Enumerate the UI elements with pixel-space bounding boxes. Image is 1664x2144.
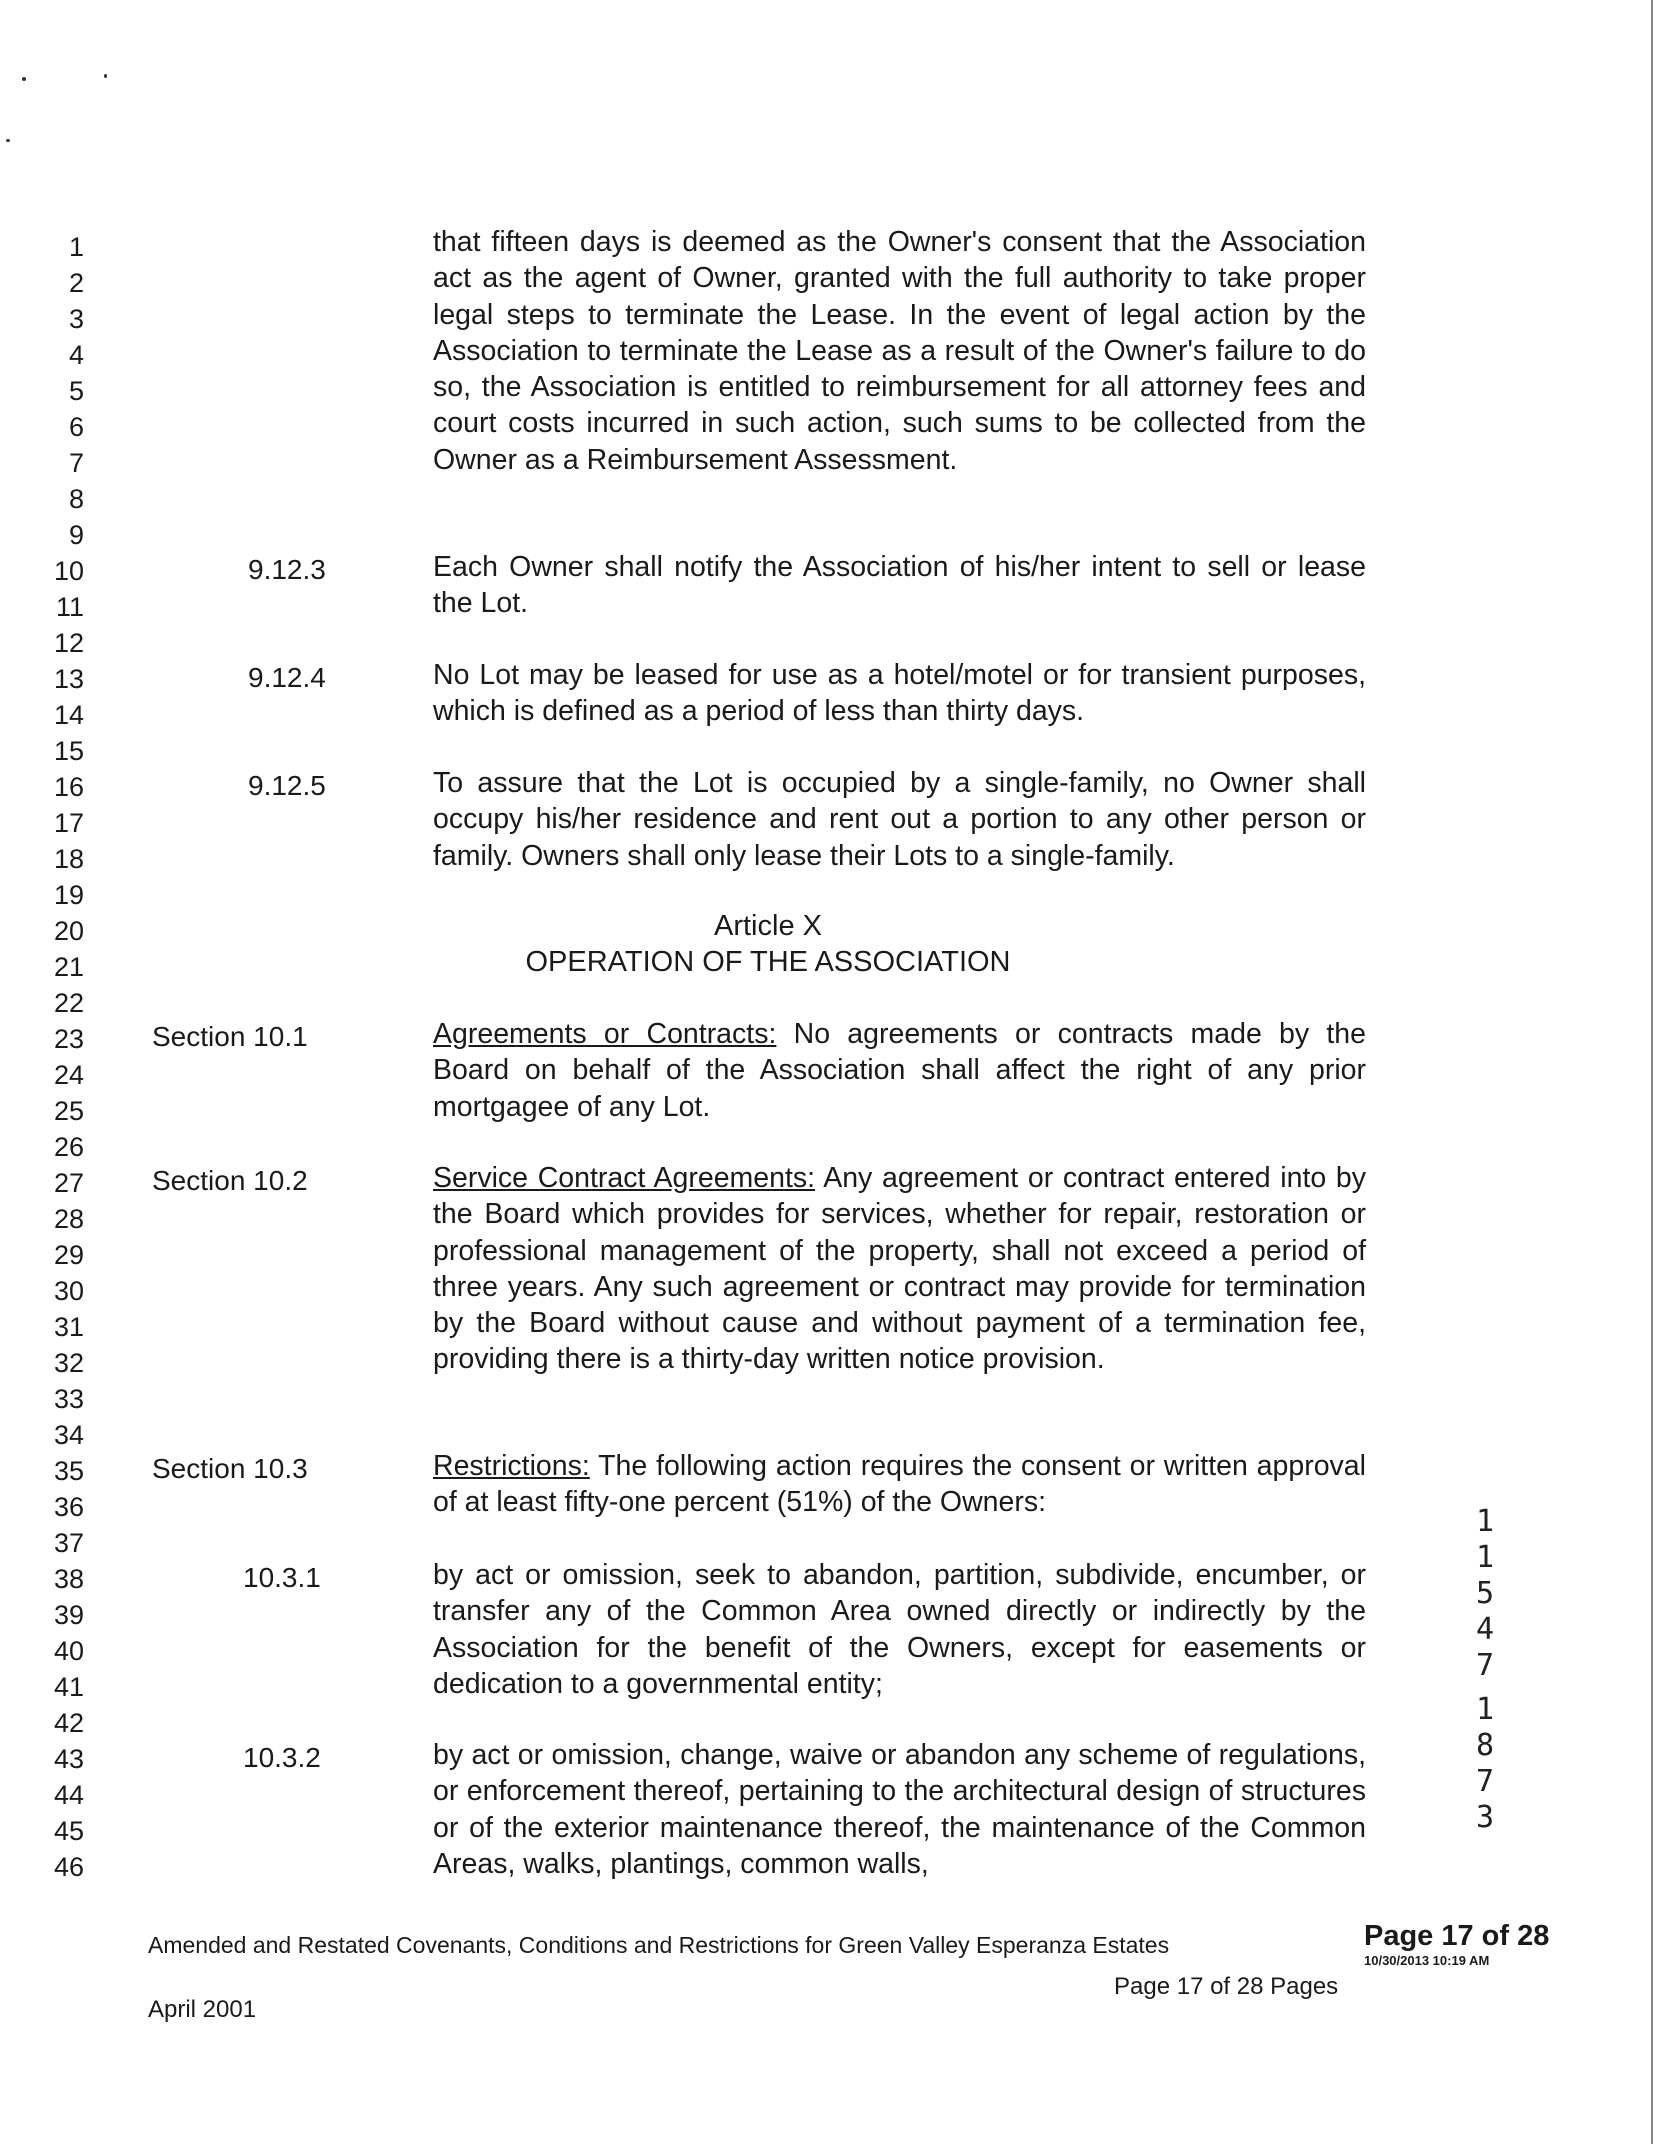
line-number: 6	[68, 412, 84, 442]
article-subtitle: OPERATION OF THE ASSOCIATION	[525, 946, 1011, 978]
line-number: 31	[53, 1312, 84, 1342]
line-number: 10	[53, 556, 84, 586]
line-number: 4	[68, 340, 84, 370]
article-title: Article X	[714, 910, 822, 942]
stamp-digit: 8	[1475, 1728, 1495, 1763]
stamp-digit: 1	[1475, 1540, 1495, 1575]
line-number: 39	[53, 1600, 84, 1630]
clause-number: 9.12.4	[248, 662, 326, 693]
stamp-digit: 7	[1475, 1648, 1495, 1683]
line-number: 26	[53, 1132, 84, 1162]
section-heading: Restrictions:	[433, 1450, 590, 1482]
line-number: 1	[68, 232, 84, 262]
line-number: 33	[53, 1384, 84, 1414]
line-number: 38	[53, 1564, 84, 1594]
line-number: 18	[53, 844, 84, 874]
line-number: 7	[68, 448, 84, 478]
scan-speck	[22, 77, 26, 81]
line-number: 11	[55, 592, 84, 622]
footer-page-count: Page 17 of 28 Pages	[1114, 1973, 1339, 2000]
clause-number: 10.3.2	[243, 1742, 321, 1773]
section-heading: Agreements or Contracts:	[433, 1018, 777, 1050]
line-number: 8	[68, 484, 84, 514]
stamp-digit: 3	[1475, 1800, 1495, 1835]
line-number: 34	[53, 1420, 84, 1450]
section-text	[433, 1448, 1366, 1521]
section-heading: Service Contract Agreements:	[433, 1162, 816, 1194]
page-stamp-timestamp: 10/30/2013 10:19 AM	[1364, 1953, 1490, 1968]
line-number: 36	[53, 1492, 84, 1522]
line-number: 14	[53, 700, 84, 730]
line-number: 12	[53, 628, 84, 658]
line-number: 43	[53, 1744, 84, 1774]
right-scan-edge	[1651, 0, 1653, 2144]
clause-text: To assure that the Lot is occupied by a single-family, no Owner shall occupy his/her residence and rent out a portion to any other person or family. Owners shall only lease their Lots to a single-family.	[433, 767, 1366, 872]
line-number: 13	[53, 664, 84, 694]
section-body: No agreements or contracts made by the Board on behalf of the Association shall affect the right of any prior mortgagee of any Lot.	[433, 1018, 1367, 1123]
section-number: Section 10.1	[152, 1021, 308, 1052]
section-body: The following action requires the consent or written approval of at least fifty-one percent (51%) of the Owners:	[433, 1450, 1366, 1519]
line-number: 27	[53, 1168, 84, 1198]
stamp-digit: 4	[1475, 1612, 1495, 1647]
line-number: 42	[53, 1708, 84, 1738]
scan-speck	[6, 139, 10, 142]
stamp-digit: 1	[1475, 1504, 1495, 1539]
stamp-digit: 5	[1475, 1576, 1495, 1611]
line-number: 32	[53, 1348, 84, 1378]
scan-speck	[104, 74, 107, 78]
line-number: 3	[68, 304, 84, 334]
line-number: 23	[53, 1024, 84, 1054]
line-number: 30	[53, 1276, 84, 1306]
line-number: 29	[53, 1240, 84, 1270]
section-number: Section 10.3	[152, 1453, 308, 1484]
line-number: 44	[53, 1780, 84, 1810]
line-number: 45	[53, 1816, 84, 1846]
section-body: Any agreement or contract entered into by the Board which provides for services, whether for repair, restoration or professional management of the property, shall not exceed a period of three years. Any such agreement or contract may provide for termination by the Board without cause and without payment of a termination fee, providing there is a thirty-day written notice provision.	[433, 1162, 1366, 1376]
line-number: 25	[53, 1096, 84, 1126]
line-number: 9	[68, 520, 84, 550]
line-number: 19	[53, 880, 84, 910]
footer-date: April 2001	[148, 1996, 257, 2023]
clause-text: Each Owner shall notify the Association of his/her intent to sell or lease the Lot.	[433, 551, 1366, 620]
line-number: 37	[53, 1528, 84, 1558]
line-number: 5	[68, 376, 84, 406]
section-number: Section 10.2	[152, 1165, 308, 1196]
stamp-digit: 1	[1475, 1692, 1495, 1727]
line-number: 28	[53, 1204, 84, 1234]
line-number: 21	[53, 952, 84, 982]
line-number: 20	[53, 916, 84, 946]
line-number: 16	[53, 772, 84, 802]
line-number: 46	[53, 1852, 84, 1882]
clause-number: 9.12.5	[248, 770, 326, 801]
section-text	[433, 1160, 1366, 1378]
line-number: 15	[53, 736, 84, 766]
footer-document-title: Amended and Restated Covenants, Conditions and Restrictions for Green Valley Esperanza Estates	[148, 1932, 1170, 1958]
line-number: 41	[53, 1672, 84, 1702]
stamp-digit: 7	[1475, 1764, 1495, 1799]
clause-number: 10.3.1	[243, 1562, 321, 1593]
line-number: 40	[53, 1636, 84, 1666]
clause-text: by act or omission, change, waive or abandon any scheme of regulations, or enforcement thereof, pertaining to the architectural design of structures or of the exterior maintenance thereof, the maintenance of the Common Areas, walks, plantings, common walls,	[433, 1739, 1366, 1880]
line-number: 22	[53, 988, 84, 1018]
line-number: 2	[68, 268, 84, 298]
page-stamp: Page 17 of 28	[1364, 1920, 1550, 1952]
clause-number: 9.12.3	[248, 554, 326, 585]
line-number: 35	[53, 1456, 84, 1486]
line-number: 17	[53, 808, 84, 838]
clause-text: No Lot may be leased for use as a hotel/motel or for transient purposes, which is defined as a period of less than thirty days.	[433, 659, 1366, 728]
continuation-paragraph: that fifteen days is deemed as the Owner's consent that the Association act as the agent of Owner, granted with the full authority to take proper legal steps to terminate the Lease. In the event of legal action by the Association to terminate the Lease as a result of the Owner's failure to do so, the Association is entitled to reimbursement for all attorney fees and court costs incurred in such action, such sums to be collected from the Owner as a Reimbursement Assessment.	[433, 226, 1366, 476]
line-number: 24	[53, 1060, 84, 1090]
section-text	[433, 1016, 1366, 1125]
clause-text: by act or omission, seek to abandon, partition, subdivide, encumber, or transfer any of the Common Area owned directly or indirectly by the Association for the benefit of the Owners, except for easements or dedication to a governmental entity;	[433, 1559, 1366, 1700]
